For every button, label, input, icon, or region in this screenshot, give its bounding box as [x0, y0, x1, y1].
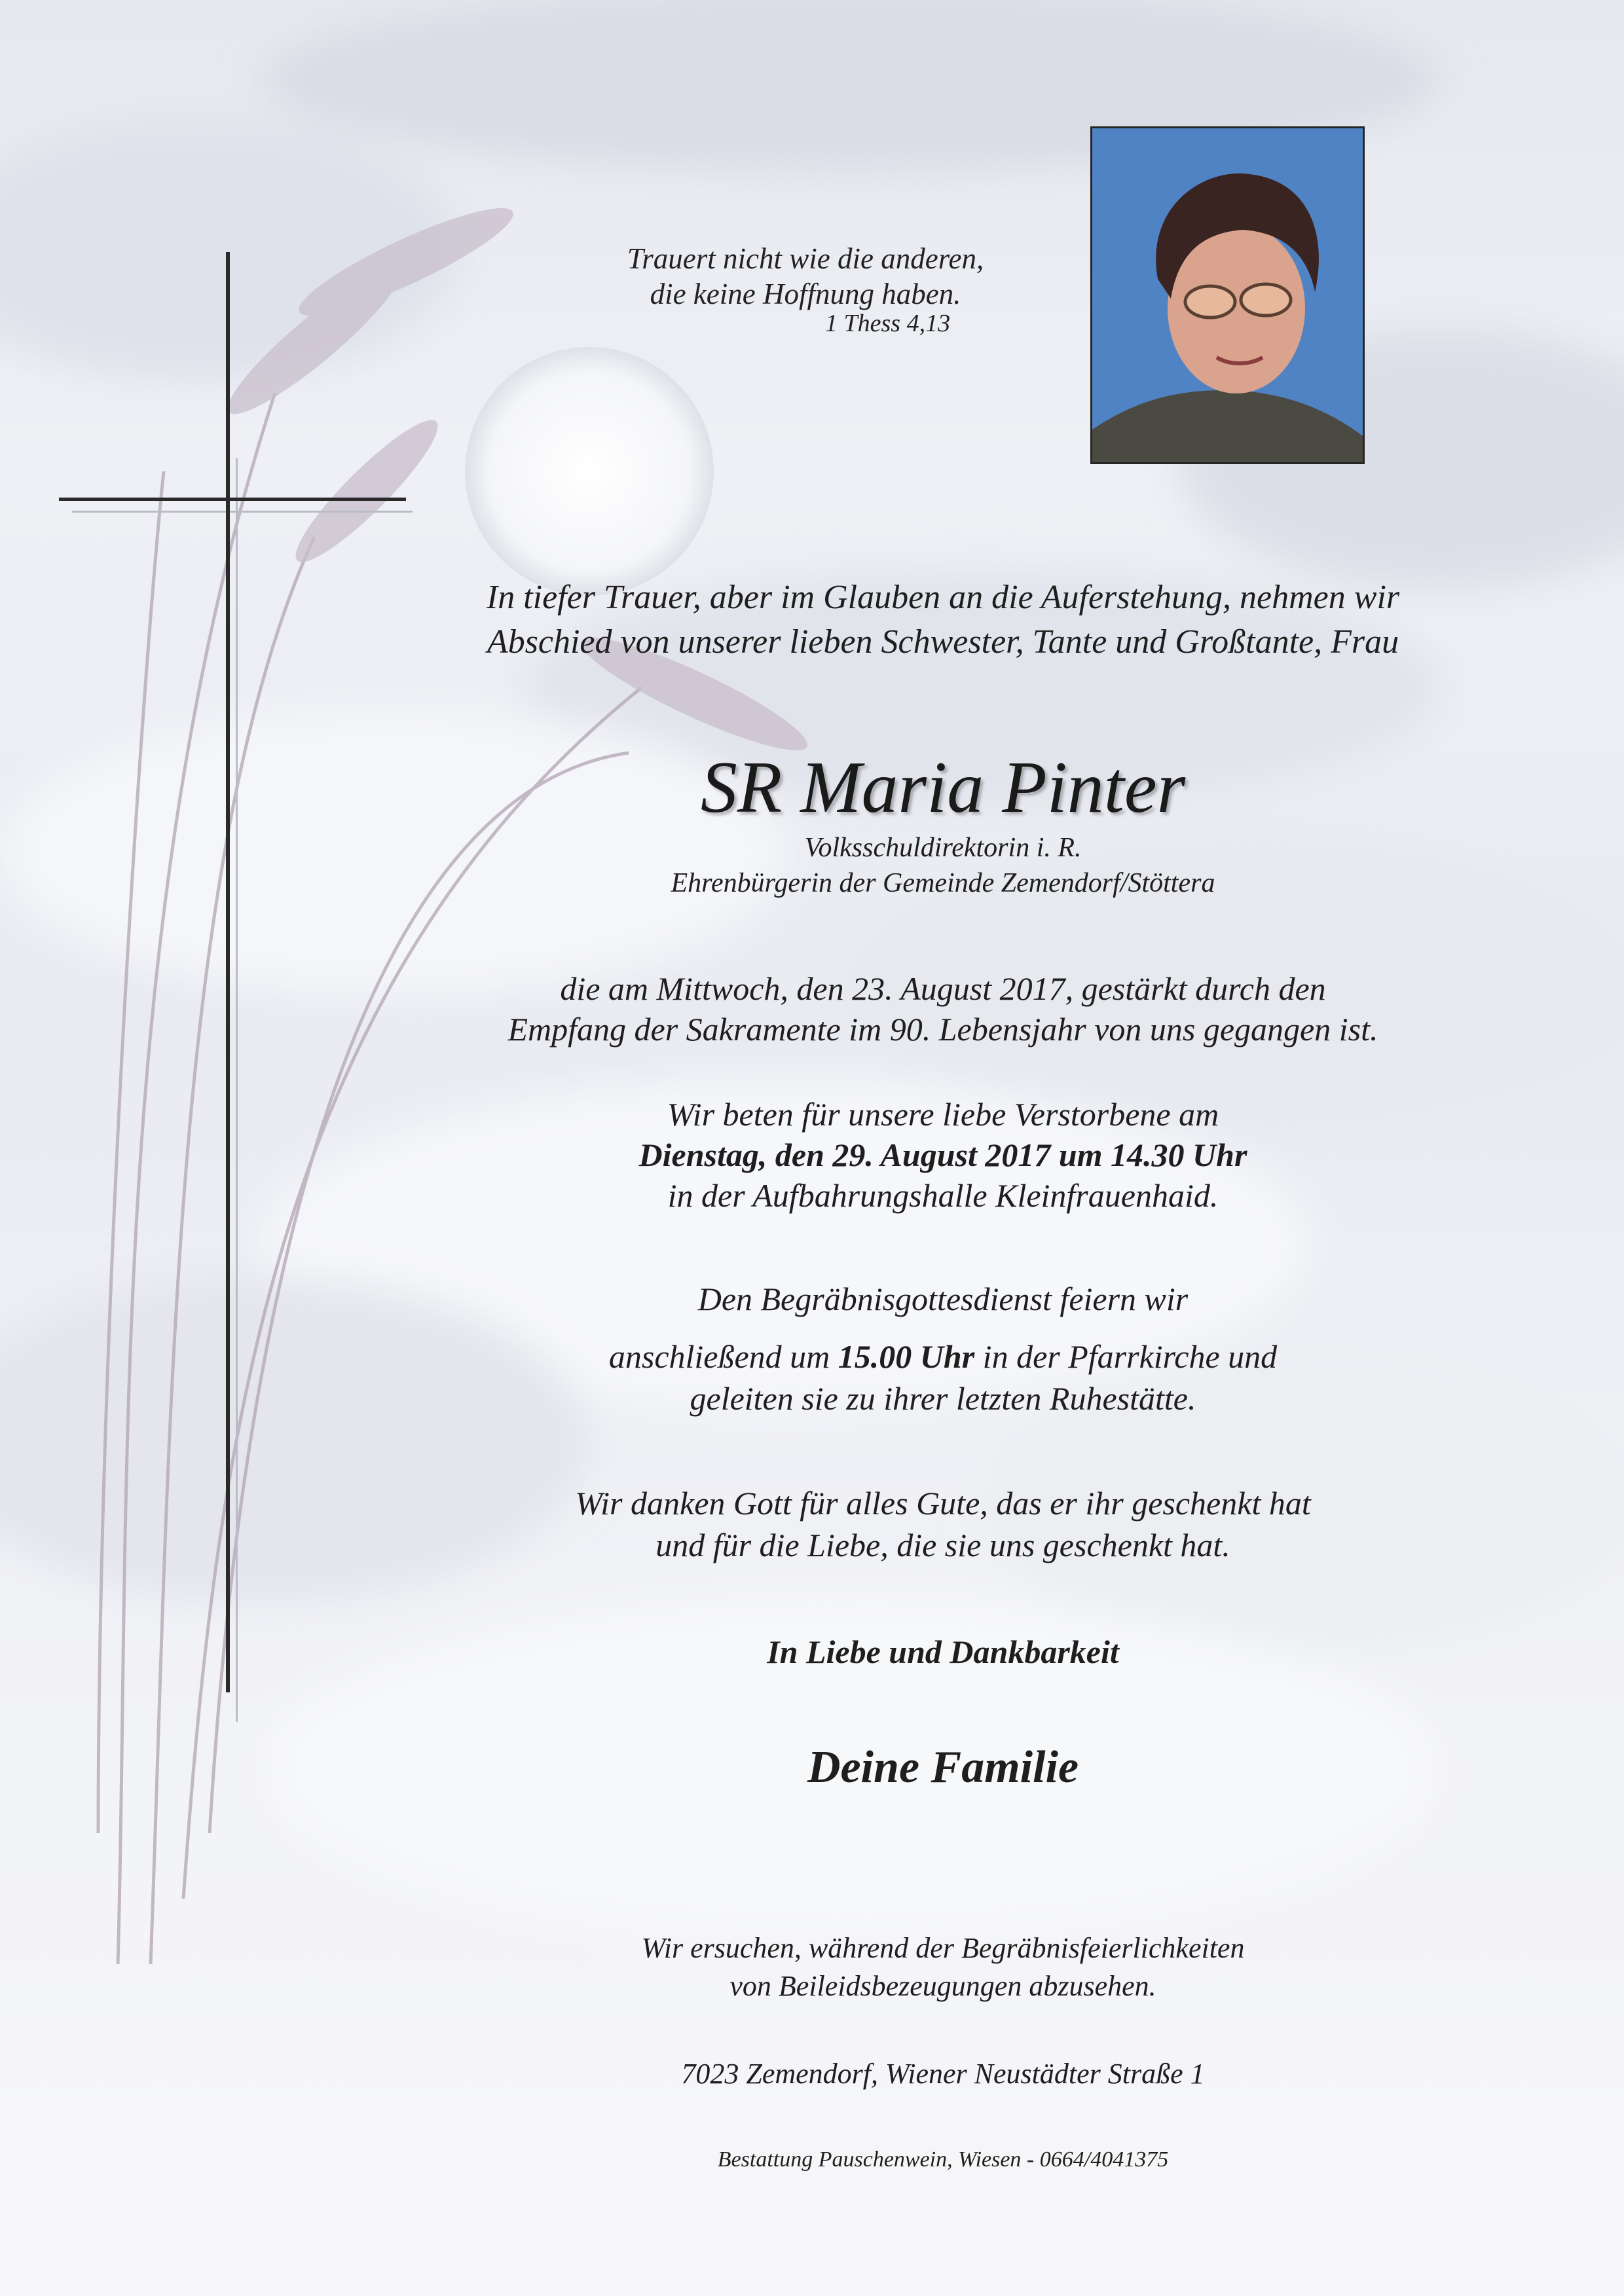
- motto-reference: 1 Thess 4,13: [825, 310, 951, 337]
- death-line-2: Empfang der Sakramente im 90. Lebensjahr von uns gegangen ist.: [507, 1011, 1378, 1048]
- funeral-line-2-post: in der Pfarrkirche und: [974, 1338, 1278, 1375]
- cross-shadow-vertical: [236, 458, 238, 1722]
- prayer-location: in der Aufbahrungshalle Kleinfrauenhaid.: [667, 1177, 1219, 1214]
- funeral-line-2-pre: anschließend um: [608, 1338, 838, 1375]
- request-line-1: Wir ersuchen, während der Begräbnisfeierlichkeiten: [641, 1932, 1245, 1964]
- thanks-line-2: und für die Liebe, die sie uns geschenkt hat.: [655, 1527, 1230, 1563]
- deceased-title-2: Ehrenbürgerin der Gemeinde Zemendorf/Stöttera: [671, 868, 1215, 898]
- portrait-illustration: [1092, 128, 1363, 462]
- intro-line-2: Abschied von unserer lieben Schwester, Tante und Großtante, Frau: [487, 623, 1399, 661]
- request-line-2: von Beileidsbezeugungen abzusehen.: [729, 1970, 1156, 2002]
- undertaker: Bestattung Pauschenwein, Wiesen - 0664/4041375: [717, 2147, 1169, 2172]
- funeral-line-3: geleiten sie zu ihrer letzten Ruhestätte.: [690, 1380, 1196, 1417]
- deceased-title-1: Volksschuldirektorin i. R.: [804, 833, 1082, 863]
- cross-horizontal-bar: [59, 498, 406, 501]
- motto-line-2: die keine Hoffnung haben.: [650, 278, 961, 310]
- portrait-photo: [1090, 126, 1365, 464]
- funeral-line-2: [458, 1336, 1428, 1377]
- family-signature: Deine Familie: [807, 1742, 1079, 1793]
- prayer-date-time: Dienstag, den 29. August 2017 um 14.30 Uhr: [638, 1137, 1247, 1173]
- address: 7023 Zemendorf, Wiener Neustädter Straße 1: [681, 2058, 1205, 2090]
- funeral-line-1: Den Begräbnisgottesdienst feiern wir: [697, 1281, 1189, 1317]
- cross-vertical-bar: [226, 252, 230, 1692]
- deceased-name: SR Maria Pinter: [700, 747, 1186, 828]
- cross-shadow-horizontal: [72, 511, 413, 513]
- motto-line-1: Trauert nicht wie die anderen,: [627, 242, 984, 275]
- moon: [465, 347, 714, 596]
- intro-line-1: In tiefer Trauer, aber im Glauben an die Auferstehung, nehmen wir: [486, 579, 1400, 616]
- thanks-line-1: Wir danken Gott für alles Gute, das er ihr geschenkt hat: [575, 1485, 1311, 1522]
- death-line-1: die am Mittwoch, den 23. August 2017, gestärkt durch den: [560, 970, 1326, 1007]
- funeral-time: 15.00 Uhr: [838, 1338, 975, 1375]
- closing-line: In Liebe und Dankbarkeit: [767, 1633, 1119, 1670]
- prayer-line-1: Wir beten für unsere liebe Verstorbene am: [667, 1096, 1219, 1133]
